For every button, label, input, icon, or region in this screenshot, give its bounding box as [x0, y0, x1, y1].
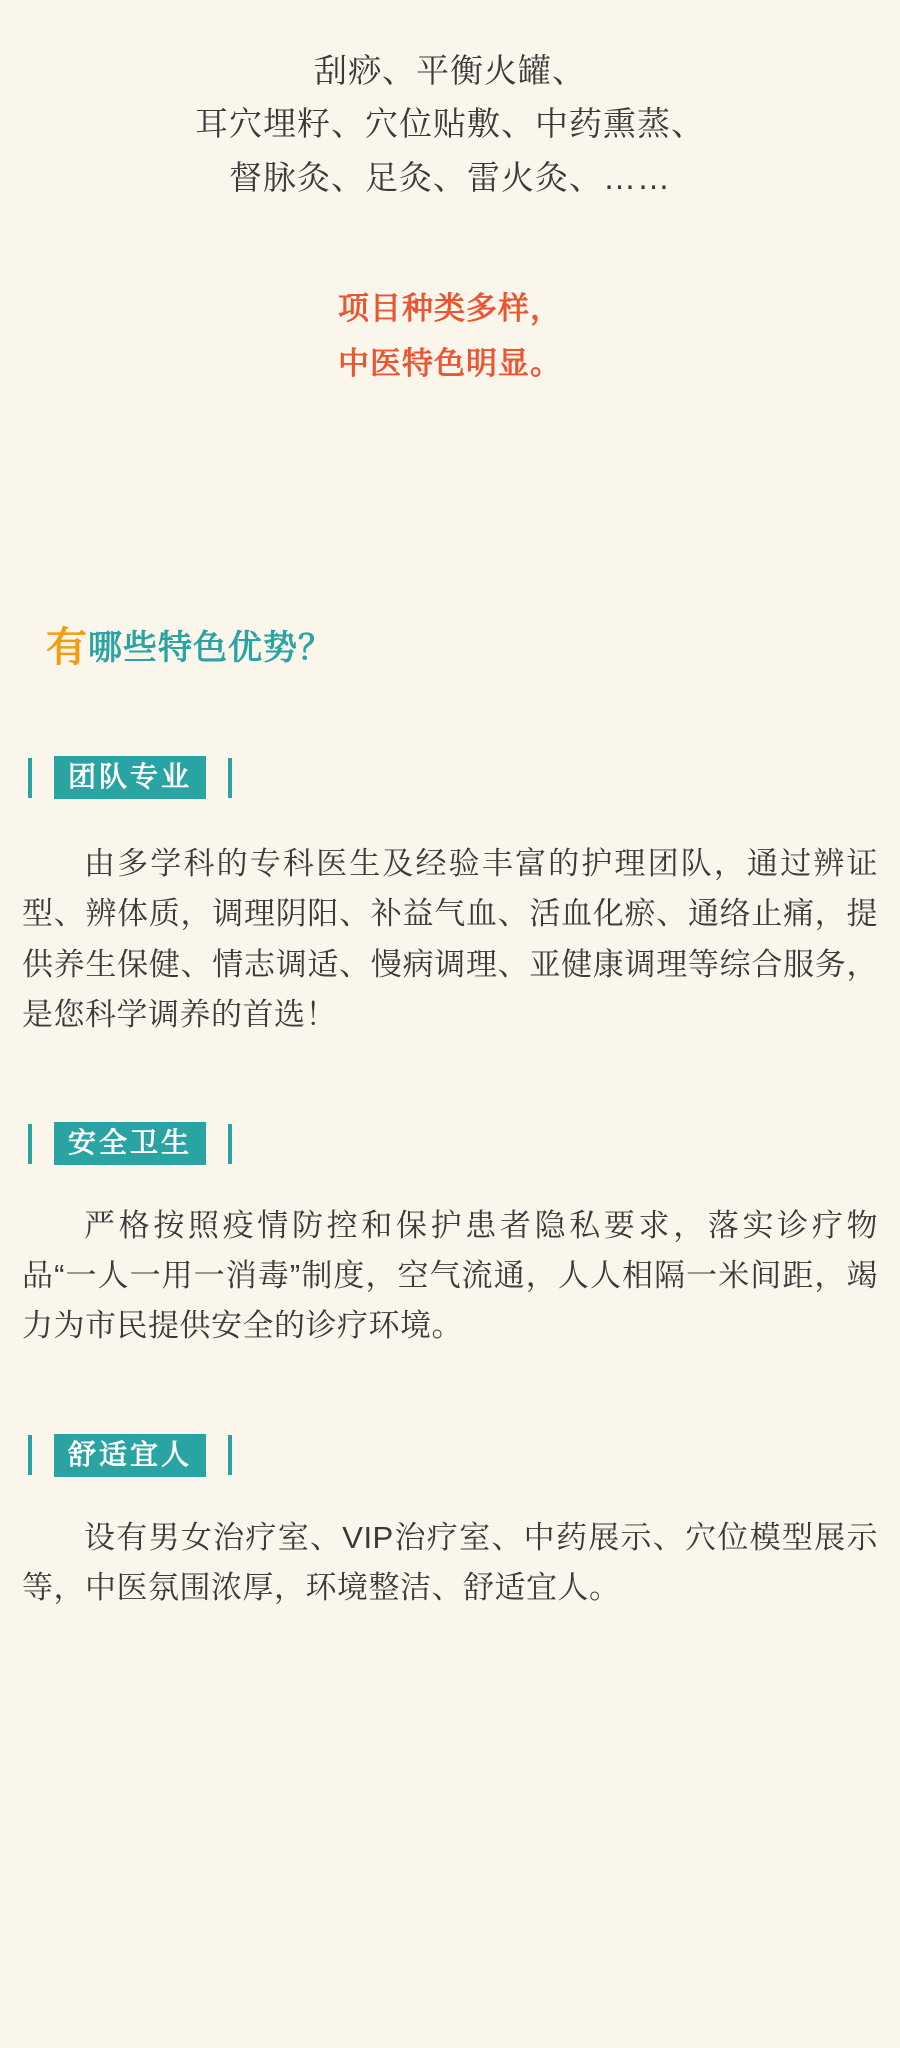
bottom-spacer: [0, 1613, 900, 1673]
sub-heading-team: [0, 756, 900, 799]
sub-heading-label: 舒适宜人: [54, 1434, 206, 1477]
divider-bar-right: [228, 1435, 232, 1475]
sub-heading-safety: [0, 1122, 900, 1165]
intro-block: [0, 0, 900, 204]
sub-heading-comfort: [0, 1434, 900, 1477]
divider-bar-left: [28, 1435, 32, 1475]
divider-bar-right: [228, 1124, 232, 1164]
question-first-char: 有: [46, 623, 88, 670]
sub-heading-label: 安全卫生: [54, 1122, 206, 1165]
question-rest: 哪些特色优势？: [88, 628, 333, 667]
divider-bar-left: [28, 1124, 32, 1164]
divider-bar-right: [228, 758, 232, 798]
highlight-line-2: 中医特色明显。: [338, 345, 562, 381]
paragraph-safety: 严格按照疫情防控和保护患者隐私要求，落实诊疗物品“一人一用一消毒”制度，空气流通，人人相隔一米间距，竭力为市民提供安全的诊疗环境。: [22, 1208, 878, 1344]
paragraph-comfort: 设有男女治疗室、VIP治疗室、中药展示、穴位模型展示等，中医氛围浓厚，环境整洁、舒适宜人。: [22, 1519, 878, 1605]
intro-line-1: 刮痧、平衡火罐、: [314, 52, 586, 89]
intro-line-3: 督脉灸、足灸、雷火灸、……: [229, 158, 671, 196]
highlight-line-1: 项目种类多样，: [338, 291, 562, 327]
paragraph-team: 由多学科的专科医生及经验丰富的护理团队，通过辨证型、辨体质，调理阴阳、补益气血、活血化瘀、通络止痛，提供养生保健、情志调适、慢病调理、亚健康调理等综合服务，是您科学调养的首选！: [22, 846, 878, 1032]
sub-heading-label: 团队专业: [54, 756, 206, 799]
divider-bar-left: [28, 758, 32, 798]
intro-line-2: 耳穴埋籽、穴位贴敷、中药熏蒸、: [195, 105, 705, 143]
highlight-block: [0, 282, 900, 391]
section-question: [0, 621, 900, 674]
